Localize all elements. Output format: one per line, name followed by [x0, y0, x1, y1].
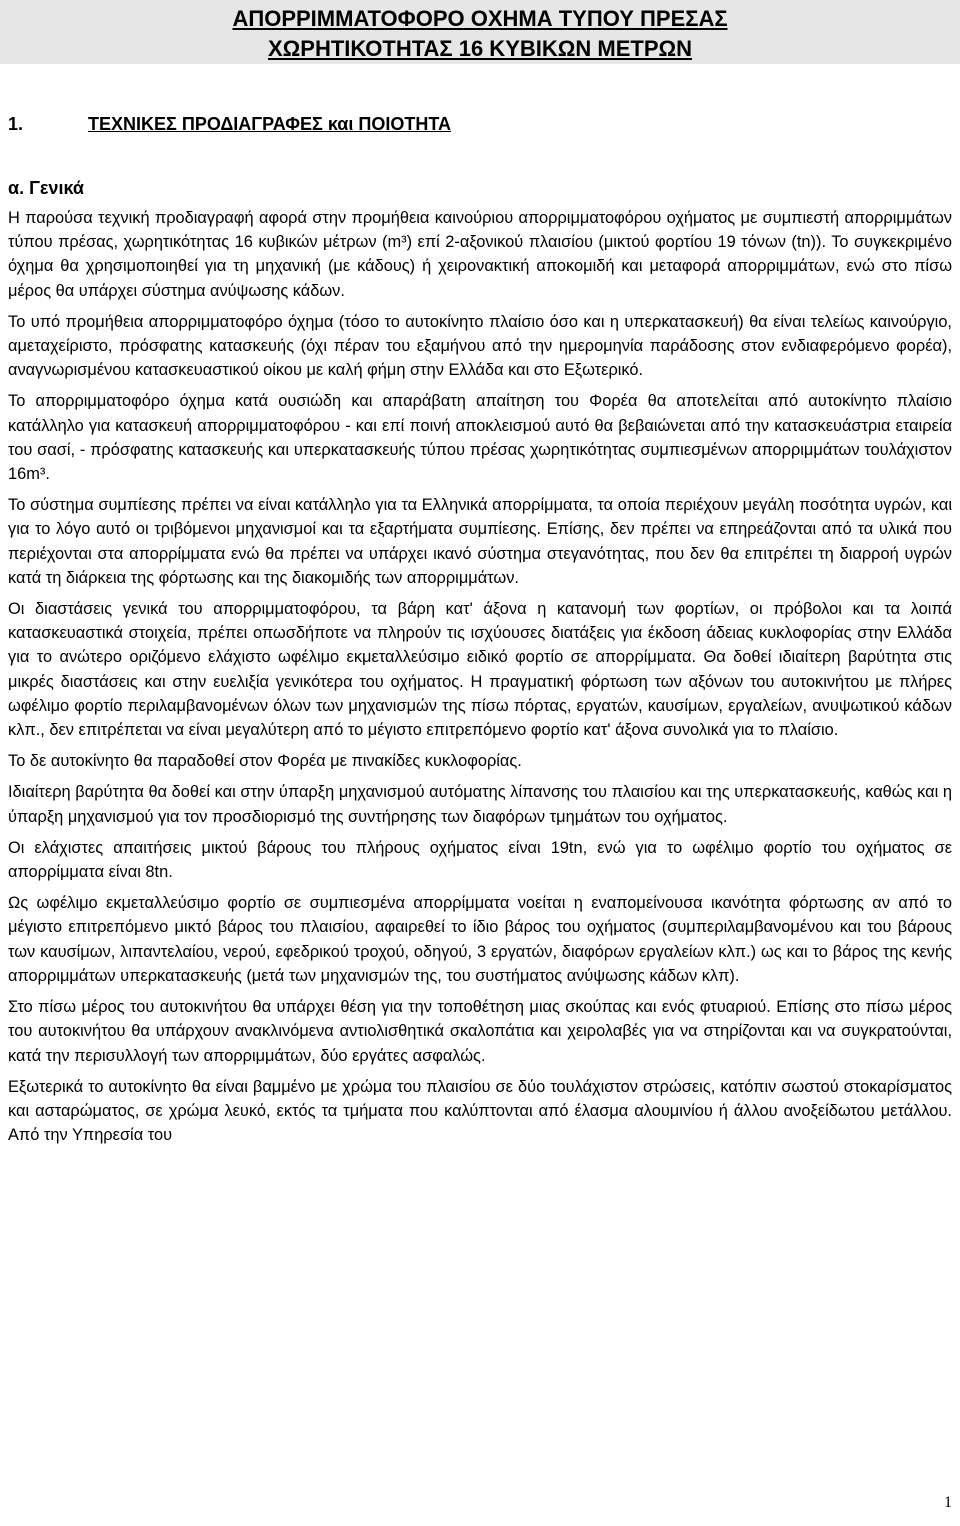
title-line-2: ΧΩΡΗΤΙΚΟΤΗΤΑΣ 16 ΚΥΒΙΚΩΝ ΜΕΤΡΩΝ: [267, 36, 693, 61]
paragraph: Το δε αυτοκίνητο θα παραδοθεί στον Φορέα με πινακίδες κυκλοφορίας.: [8, 752, 522, 771]
paragraph: Η παρούσα τεχνική προδιαγραφή αφορά στην προμήθεια καινούριου απορριμματοφόρου οχήματος με συμπιεστή απορριμμάτων τύπου πρέσας, χωρητικότητας 16 κυβικών μέτρων (m³) επί 2-αξονικού πλαισίου (μικτού φορτίου 19 τόνων (tn)). Το συγκεκριμένο όχημα θα χρησιμοποιηθεί για τη μηχανική (με κάδους) ή χειρονακτική αποκομιδή και μεταφορά απορριμμάτων, ενώ στο πίσω μέρος θα υπάρχει σύστημα ανύψωσης κάδων.: [8, 209, 952, 300]
title-line-1: ΑΠΟΡΡΙΜΜΑΤΟΦΟΡΟ ΟΧΗΜΑ ΤΥΠΟΥ ΠΡΕΣΑΣ: [232, 6, 728, 31]
section-heading: [8, 112, 451, 136]
paragraph: Στο πίσω μέρος του αυτοκινήτου θα υπάρχει θέση για την τοποθέτηση μιας σκούπας και ενός φτυαριού. Επίσης στο πίσω μέρος του αυτοκινήτου θα υπάρχουν ανακλινόμενα αντιολισθητικά σκαλοπάτια και χειρολαβές για να στηρίζονται και να συγκρατούνται, κατά την περισυλλογή των απορριμμάτων, δύο εργάτες ασφαλώς.: [8, 998, 952, 1065]
body-text: [8, 206, 952, 1154]
paragraph: Εξωτερικά το αυτοκίνητο θα είναι βαμμένο με χρώμα του πλαισίου σε δύο τουλάχιστον στρώσεις, κατόπιν σωστού στοκαρίσματος και ασταρώματος, σε χρώμα λευκό, εκτός τα τμήματα που καλύπτονται από έλασμα αλουμινίου ή άλλου ανοξείδωτου μετάλλου. Από την Υπηρεσία του: [8, 1077, 952, 1145]
paragraph: Οι διαστάσεις γενικά του απορριμματοφόρου, τα βάρη κατ' άξονα η κατανομή των φορτίων, οι πρόβολοι και τα λοιπά κατασκευαστικά στοιχεία, πρέπει οπωσδήποτε να πληρούν τις ισχύουσες διατάξεις για έκδοση άδειας κυκλοφορίας στην Ελλάδα για το ανώτερο οριζόμενο ελάχιστο ωφέλιμο εκμεταλλεύσιμο ειδικό φορτίο σε απορρίμματα. Θα δοθεί ιδιαίτερη βαρύτητα στις μικρές διαστάσεις και στην ευελιξία γενικότερα του οχήματος. Η πραγματική φόρτωση των αξόνων του αυτοκινήτου με πλήρες ωφέλιμο φορτίο περιλαμβανομένων όλων των μηχανισμών της πίσω πόρτας, εργατών, καυσίμων, εργαλείων, ανυψωτικού κάδων κλπ., δεν επιτρέπεται να είναι μεγαλύτερη από το μέγιστο επιτρεπόμενο φορτίο κατ' άξονα συνολικά για το πλαίσιο.: [8, 600, 952, 740]
subsection-heading: α. Γενικά: [8, 178, 84, 198]
paragraph: Ως ωφέλιμο εκμεταλλεύσιμο φορτίο σε συμπιεσμένα απορρίμματα νοείται η εναπομείνουσα ικανότητα φόρτωσης αν από το μέγιστο επιτρεπόμενο μικτό βάρος του πλαισίου, αφαιρεθεί το ίδιο βάρος του οχήματος (συμπεριλαμβανομένου και του βάρους των καυσίμων, λιπαντελαίου, νερού, εφεδρικού τροχού, οδηγού, 3 εργατών, διαφόρων εργαλείων κλπ.) ως και το βάρος της κενής απορριμμάτων υπερκατασκευής (μετά των μηχανισμών της, του συστήματος ανύψωσης κάδων κλπ).: [8, 894, 952, 985]
paragraph: Το υπό προμήθεια απορριμματοφόρο όχημα (τόσο το αυτοκίνητο πλαίσιο όσο και η υπερκατασκευή) θα είναι τελείως καινούργιο, αμεταχείριστο, πρόσφατης κατασκευής (όχι πέραν του εξαμήνου από την ημερομηνία παράδοσης στον ενδιαφερόμενο φορέα), αναγνωρισμένου κατασκευαστικού οίκου με καλή φήμη στην Ελλάδα και στο Εξωτερικό.: [8, 312, 952, 380]
section-title: ΤΕΧΝΙΚΕΣ ΠΡΟΔΙΑΓΡΑΦΕΣ και ΠΟΙΟΤΗΤΑ: [88, 114, 452, 134]
paragraph: Το απορριμματοφόρο όχημα κατά ουσιώδη και απαράβατη απαίτηση του Φορέα θα αποτελείται από αυτοκίνητο πλαίσιο κατάλληλο για κατασκευή απορριμματοφόρου - και επί ποινή αποκλεισμού αυτό θα βεβαιώνεται από την κατασκευάστρια εταιρεία του σασί, - πρόσφατης κατασκευής και υπερκατασκευής τύπου πρέσας χωρητικότητας συμπιεσμένων απορριμμάτων τουλάχιστον 16m³.: [8, 392, 952, 484]
paragraph: Το σύστημα συμπίεσης πρέπει να είναι κατάλληλο για τα Ελληνικά απορρίμματα, τα οποία περιέχουν μεγάλη ποσότητα υγρών, και για το λόγο αυτό οι τριβόμενοι μηχανισμοί και τα εξαρτήματα συμπίεσης. Επίσης, δεν πρέπει να επηρεάζονται από τα υλικά που περιέχονται στα απορρίμματα ενώ θα πρέπει να υπάρχει ικανό σύστημα στεγανότητας, που δεν θα επιτρέπει τη διαρροή υγρών κατά τη διάρκεια της φόρτωσης και της διακομιδής των απορριμμάτων.: [8, 496, 952, 587]
section-number: 1.: [8, 114, 24, 134]
paragraph: Ιδιαίτερη βαρύτητα θα δοθεί και στην ύπαρξη μηχανισμού αυτόματης λίπανσης του πλαισίου και της υπερκατασκευής, καθώς και η ύπαρξη μηχανισμού για τον προσδιορισμό της συντήρησης των διαφόρων τμημάτων του οχήματος.: [8, 783, 952, 826]
paragraph: Οι ελάχιστες απαιτήσεις μικτού βάρους του πλήρους οχήματος είναι 19tn, ενώ για το ωφέλιμο φορτίο του οχήματος σε απορρίμματα είναι 8tn.: [8, 838, 952, 882]
page-number: 1: [944, 1494, 952, 1511]
document-title: [0, 0, 960, 64]
